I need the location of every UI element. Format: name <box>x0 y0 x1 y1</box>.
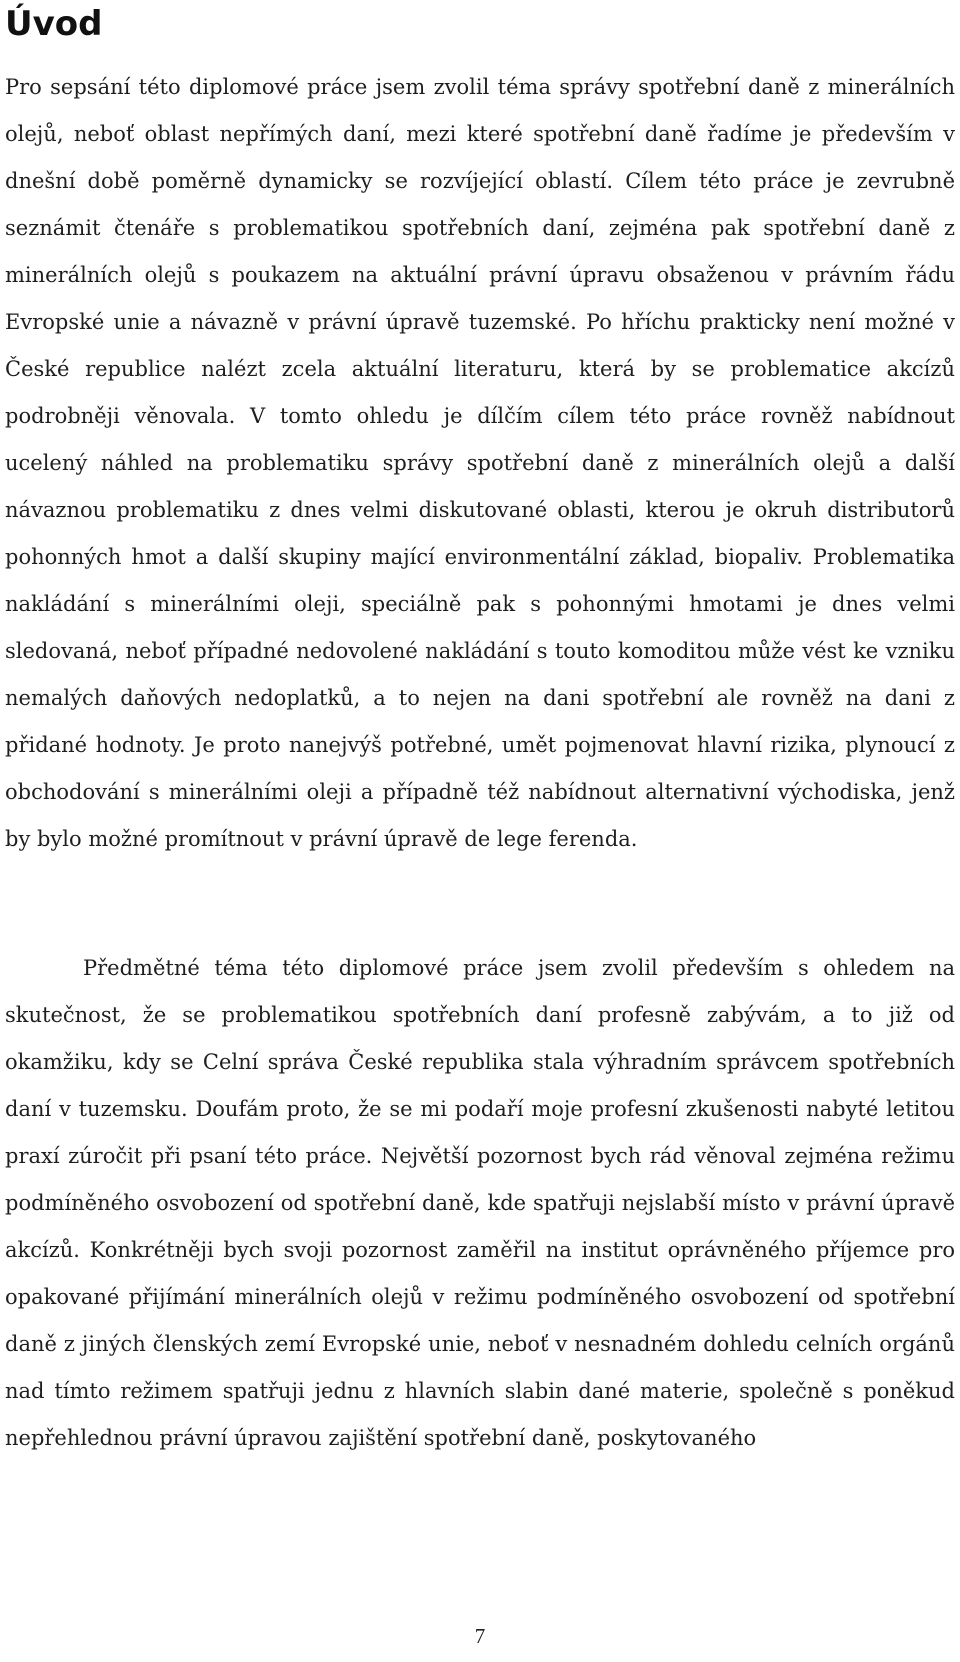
paragraph-intro: Pro sepsání této diplomové práce jsem zvolil téma správy spotřební daně z minerálních olejů, neboť oblast nepřímých daní, mezi které spotřební daně řadíme je především v dnešní době poměrně dynamicky se rozvíjející oblastí. Cílem této práce je zevrubně seznámit čtenáře s problematikou spotřebních daní, zejména pak spotřební daně z minerálních olejů s poukazem na aktuální právní úpravu obsaženou v právním řádu Evropské unie a návazně v právní úpravě tuzemské. Po hříchu prakticky není možné v České republice nalézt zcela aktuální literaturu, která by se problematice akcízů podrobněji věnovala. V tomto ohledu je dílčím cílem této práce rovněž nabídnout ucelený náhled na problematiku správy spotřební daně z minerálních olejů a další návaznou problematiku z dnes velmi diskutované oblasti, kterou je okruh distributorů pohonných hmot a další skupiny mající environmentální základ, biopaliv. Problematika nakládání s minerálními oleji, speciálně pak s pohonnými hmotami je dnes velmi sledovaná, neboť případné nedovolené nakládání s touto komoditou může vést ke vzniku nemalých daňových nedoplatků, a to nejen na dani spotřební ale rovněž na dani z přidané hodnoty. Je proto nanejvýš potřebné, umět pojmenovat hlavní rizika, plynoucí z obchodování s minerálními oleji a případně též nabídnout alternativní východiska, jenž by bylo možné promítnout v právní úpravě de lege ferenda. <box>5 75 955 851</box>
section-heading: Úvod <box>5 4 103 44</box>
paragraph-topic-choice: Předmětné téma této diplomové práce jsem zvolil především s ohledem na skutečnost, že se problematikou spotřebních daní profesně zabývám, a to již od okamžiku, kdy se Celní správa České republika stala výhradním správcem spotřebních daní v tuzemsku. Doufám proto, že se mi podaří moje profesní zkušenosti nabyté letitou praxí zúročit při psaní této práce. Největší pozornost bych rád věnoval zejména režimu podmíněného osvobození od spotřební daně, kde spatřuji nejslabší místo v právní úpravě akcízů. Konkrétněji bych svoji pozornost zaměřil na institut oprávněného příjemce pro opakované přijímání minerálních olejů v režimu podmíněného osvobození od spotřební daně z jiných členských zemí Evropské unie, neboť v nesnadném dohledu celních orgánů nad tímto režimem spatřuji jednu z hlavních slabin dané materie, společně s poněkud nepřehlednou právní úpravou zajištění spotřební daně, poskytovaného <box>5 956 955 1450</box>
page-number: 7 <box>474 1624 486 1648</box>
